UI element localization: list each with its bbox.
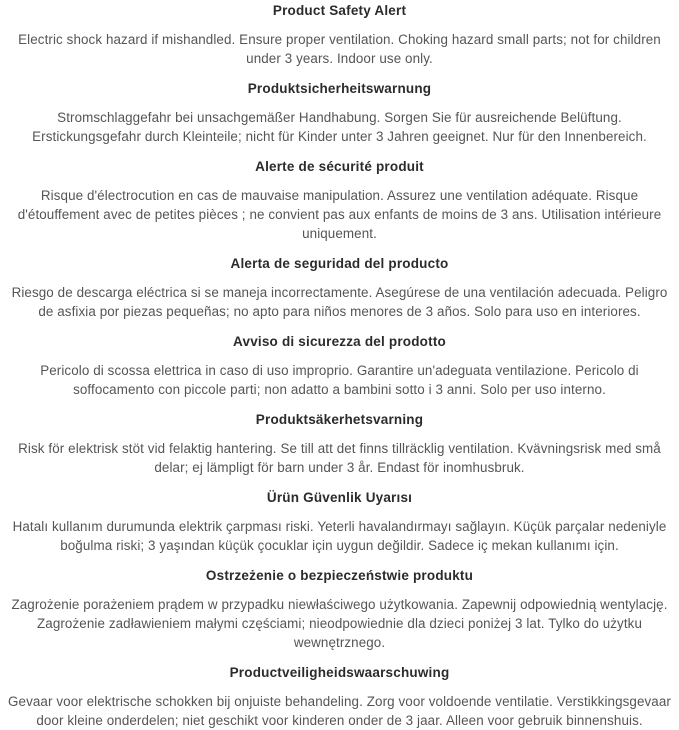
section-body-french: Risque d'électrocution en cas de mauvaise manipulation. Assurez une ventilation adéquate. Risque d'étouffement avec de petites pièces ; ne convient pas aux enfants de moins de 3 ans. Utilisation intérieure uniquement. bbox=[17, 188, 662, 241]
section-body-polish: Zagrożenie porażeniem prądem w przypadku niewłaściwego użytkowania. Zapewnij odpowiednią wentylację. Zagrożenie zadławieniem małymi częściami; nieodpowiednie dla dzieci poniżej 3 lat. Tylko do użytku wewnętrznego. bbox=[11, 597, 668, 650]
section-heading-english: Product Safety Alert bbox=[272, 3, 407, 18]
safety-section-swedish bbox=[6, 412, 673, 477]
section-body-italian: Pericolo di scossa elettrica in caso di uso improprio. Garantire un'adeguata ventilazione. Pericolo di soffocamento con piccole parti; non adatto a bambini sotto i 3 anni. Solo per uso interno. bbox=[40, 363, 639, 397]
section-heading-polish: Ostrzeżenie o bezpieczeństwie produktu bbox=[205, 568, 474, 583]
safety-section-polish bbox=[6, 568, 673, 652]
safety-section-turkish bbox=[6, 490, 673, 555]
safety-section-french bbox=[6, 159, 673, 243]
safety-section-dutch bbox=[6, 665, 673, 730]
section-body-turkish: Hatalı kullanım durumunda elektrik çarpması riski. Yeterli havalandırmayı sağlayın. Küçük parçalar nedeniyle boğulma riski; 3 yaşından küçük çocuklar için uygun değildir. Sadece iç mekan kullanımı için. bbox=[12, 519, 667, 553]
section-body-dutch: Gevaar voor elektrische schokken bij onjuiste behandeling. Zorg voor voldoende ventilatie. Verstikkingsgevaar door kleine onderdelen; niet geschikt voor kinderen onder de 3 jaar. Alleen voor gebruik binnenshuis. bbox=[8, 694, 671, 728]
section-heading-italian: Avviso di sicurezza del prodotto bbox=[233, 334, 446, 349]
safety-section-german bbox=[6, 81, 673, 146]
safety-section-english bbox=[6, 3, 673, 68]
section-heading-german: Produktsicherheitswarnung bbox=[247, 81, 432, 96]
safety-section-spanish bbox=[6, 256, 673, 321]
section-heading-turkish: Ürün Güvenlik Uyarısı bbox=[266, 490, 413, 505]
section-heading-french: Alerte de sécurité produit bbox=[255, 159, 424, 174]
section-body-spanish: Riesgo de descarga eléctrica si se maneja incorrectamente. Asegúrese de una ventilación adecuada. Peligro de asfixia por piezas pequeñas; no apto para niños menores de 3 años. Solo para uso en interiores. bbox=[11, 285, 668, 319]
safety-section-italian bbox=[6, 334, 673, 399]
section-heading-dutch: Productveiligheidswaarschuwing bbox=[229, 665, 450, 680]
section-body-swedish: Risk för elektrisk stöt vid felaktig hantering. Se till att det finns tillräcklig ventilation. Kvävningsrisk med små delar; ej lämpligt för barn under 3 år. Endast för inomhusbruk. bbox=[18, 441, 661, 475]
section-body-english: Electric shock hazard if mishandled. Ensure proper ventilation. Choking hazard small parts; not for children under 3 years. Indoor use only. bbox=[18, 32, 661, 66]
section-heading-swedish: Produktsäkerhetsvarning bbox=[255, 412, 424, 427]
section-heading-spanish: Alerta de seguridad del producto bbox=[230, 256, 449, 271]
section-body-german: Stromschlaggefahr bei unsachgemäßer Handhabung. Sorgen Sie für ausreichende Belüftung. Erstickungsgefahr durch Kleinteile; nicht für Kinder unter 3 Jahren geeignet. Nur für den Innenbereich. bbox=[32, 110, 647, 144]
